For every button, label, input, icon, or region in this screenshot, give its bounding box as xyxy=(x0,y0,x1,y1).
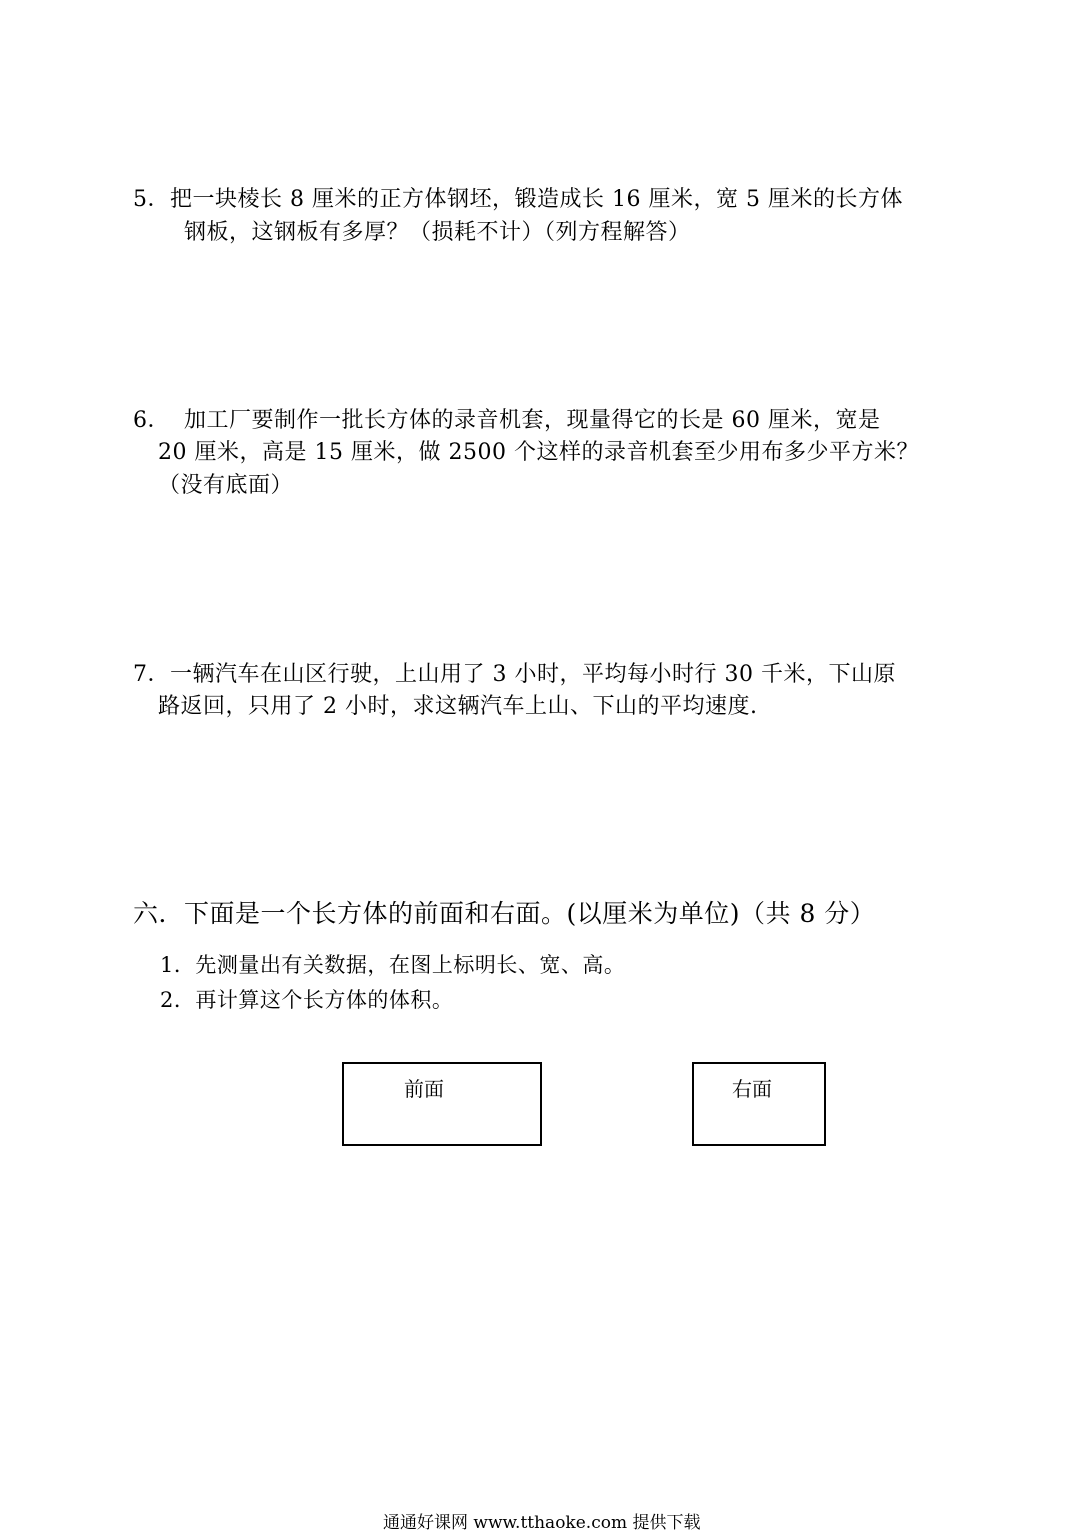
problem-6-line-1: 加工厂要制作一批长方体的录音机套，现量得它的长是 60 厘米，宽是 xyxy=(184,408,881,433)
section-6-item-2: 2．再计算这个长方体的体积。 xyxy=(160,988,454,1012)
problem-5-line-2: 钢板，这钢板有多厚？（损耗不计）（列方程解答） xyxy=(184,220,691,245)
problem-7-line-2: 路返回，只用了 2 小时，求这辆汽车上山、下山的平均速度. xyxy=(158,694,758,719)
front-face-box xyxy=(342,1062,542,1146)
front-face-label: 前面 xyxy=(404,1077,444,1101)
problem-5-line-1: 把一块棱长 8 厘米的正方体钢坯，锻造成长 16 厘米，宽 5 厘米的长方体 xyxy=(170,187,903,212)
problem-6-line-3: （没有底面） xyxy=(158,473,294,498)
page-footer: 通通好课网 www.tthaoke.com 提供下载 xyxy=(383,1513,701,1533)
section-6-item-1: 1．先测量出有关数据，在图上标明长、宽、高。 xyxy=(160,953,626,977)
problem-7-line-1: 一辆汽车在山区行驶，上山用了 3 小时，平均每小时行 30 千米，下山原 xyxy=(170,662,896,687)
problem-6-number: 6． xyxy=(133,408,170,433)
problem-7-number: 7． xyxy=(133,662,170,687)
section-6-title: 六．下面是一个长方体的前面和右面。(以厘米为单位)（共 8 分） xyxy=(133,899,876,928)
right-face-label: 右面 xyxy=(732,1077,772,1101)
right-face-box xyxy=(692,1062,826,1146)
problem-5-number: 5． xyxy=(133,187,170,212)
problem-6-line-2: 20 厘米，高是 15 厘米，做 2500 个这样的录音机套至少用布多少平方米？ xyxy=(158,440,919,465)
